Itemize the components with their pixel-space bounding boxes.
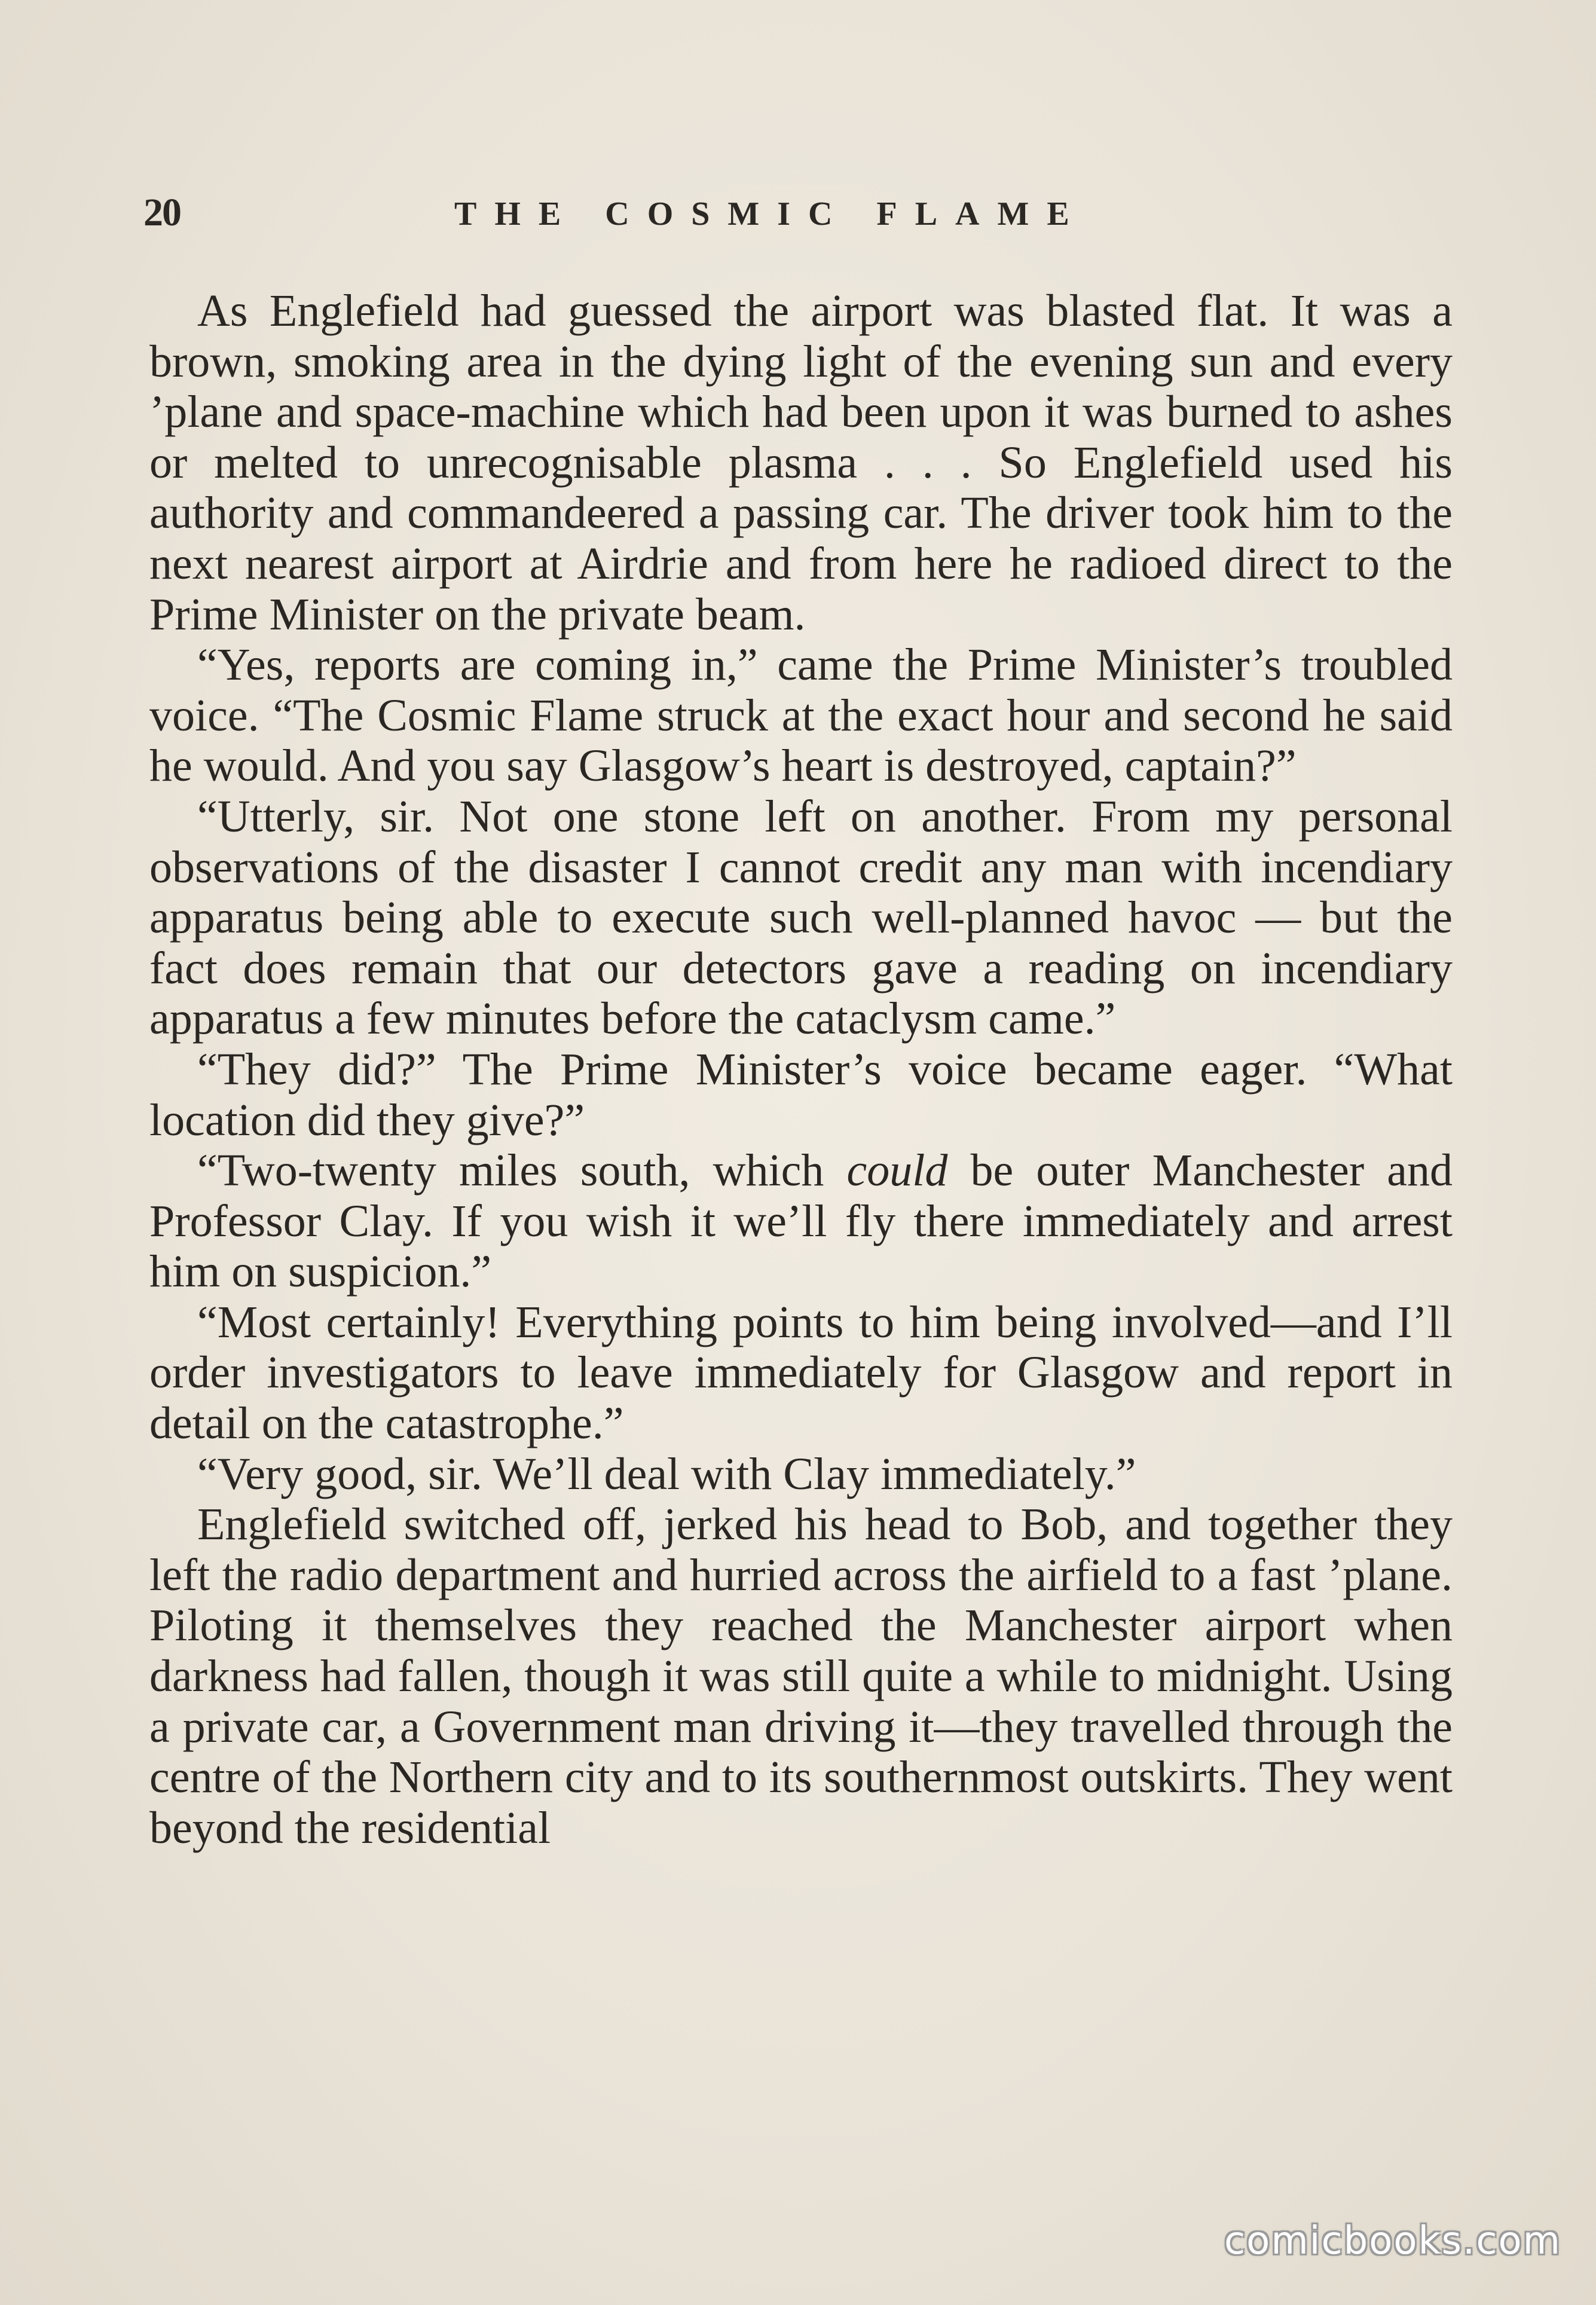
body-text [149, 286, 1453, 1853]
paragraph: “Utterly, sir. Not one stone left on another. From my personal observations of the disaster I cannot credit any man with incendiary apparatus being able to execute such well-planned havoc — but the fact does remain that our detectors gave a reading on incendiary apparatus a few minutes before the cataclysm came.” [149, 791, 1453, 1044]
emphasis: could [846, 1145, 948, 1196]
paragraph: “Yes, reports are coming in,” came the Prime Minister’s troubled voice. “The Cosmic Flame struck at the exact hour and second he said he would. And you say Glasgow’s heart is destroyed, captain?” [149, 640, 1453, 791]
page-header [143, 190, 1453, 250]
paragraph: Englefield switched off, jerked his head to Bob, and together they left the radio department and hurried across the airfield to a fast ’plane. Piloting it themselves they reached the Manchester airport when darkness had fallen, though it was still quite a while to midnight. Using a private car, a Government man driving it—they travelled through the centre of the Northern city and to its southernmost outskirts. They went beyond the residential [149, 1499, 1453, 1853]
paragraph: “Most certainly! Everything points to him being involved—and I’ll order investigators to leave immediately for Glasgow and report in detail on the catastrophe.” [149, 1297, 1453, 1449]
paragraph: As Englefield had guessed the airport was blasted flat. It was a brown, smoking area in the dying light of the evening sun and every ’plane and space-machine which had been upon it was burned to ashes or melted to unrecognisable plasma . . . So Englefield used his authority and commandeered a passing car. The driver took him to the next nearest airport at Airdrie and from here he radioed direct to the Prime Minister on the private beam. [149, 286, 1453, 640]
watermark: comicbooks.com [1224, 2219, 1561, 2263]
paragraph: “They did?” The Prime Minister’s voice became eager. “What location did they give?” [149, 1044, 1453, 1145]
page-number: 20 [143, 191, 181, 234]
paragraph: “Very good, sir. We’ll deal with Clay immediately.” [197, 1448, 1136, 1499]
running-title: THE COSMIC FLAME [454, 195, 1087, 233]
paragraph: “Two-twenty miles south, which could be outer Manchester and Professor Clay. If you wish it we’ll fly there immediately and arrest him on suspicion.” [149, 1145, 1453, 1297]
